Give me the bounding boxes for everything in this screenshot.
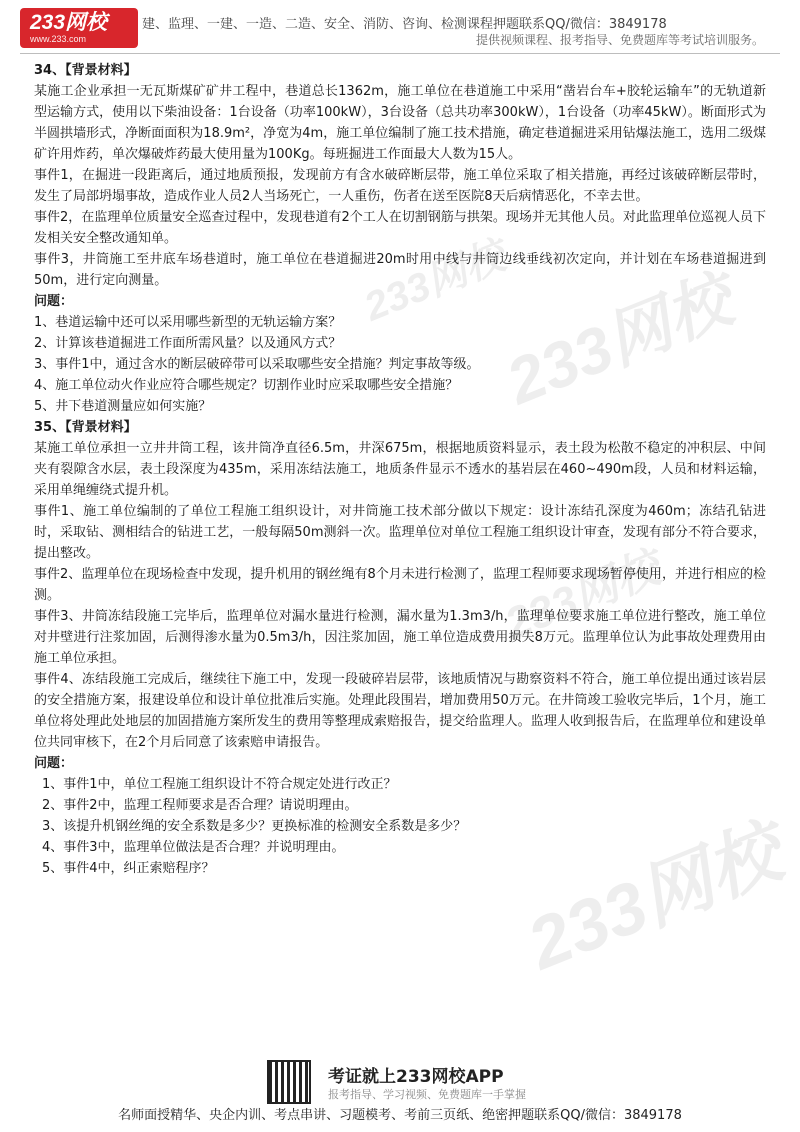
brand-logo-url: www.233.com <box>30 34 87 44</box>
brand-logo-text: 233网校 <box>30 11 108 34</box>
header-divider <box>20 53 780 54</box>
q34-event-3: 事件3，井筒施工至井底车场巷道时，施工单位在巷道掘进20m时用中线与井筒边线垂线初次定向，并计划在车场巷道掘进到50m，进行定向测量。 <box>34 252 766 288</box>
watermark: 233网校 <box>358 233 511 330</box>
footer-contact-line: 名师面授精华、央企内训、考点串讲、习题模考、考前三页纸、绝密押题联系QQ/微信：3849178 <box>118 1108 682 1123</box>
q35-question: 2、事件2中，监理工程师要求是否合理？请说明理由。 <box>42 798 358 813</box>
footer-app-subtitle: 报考指导、学习视频、免费题库一手掌握 <box>328 1088 526 1101</box>
q35-questions-label: 问题： <box>34 756 74 771</box>
qr-code-icon <box>267 1060 311 1104</box>
q34-event-1: 事件1，在掘进一段距离后，通过地质预报，发现前方有含水破碎断层带，施工单位采取了相关措施，再经过该破碎断层带时，发生了局部坍塌事故，造成作业人员2人当场死亡，一人重伤，伤者在送至医院8天后病情恶化，不幸去世。 <box>34 168 766 204</box>
page-header <box>0 0 800 56</box>
q34-questions-label: 问题： <box>34 294 74 309</box>
q34-question: 3、事件1中，通过含水的断层破碎带可以采取哪些安全措施？判定事故等级。 <box>34 357 480 372</box>
q34-question: 4、施工单位动火作业应符合哪些规定？切割作业时应采取哪些安全措施？ <box>34 378 459 393</box>
q34-question: 5、井下巷道测量应如何实施？ <box>34 399 212 414</box>
q35-question: 3、该提升机钢丝绳的安全系数是多少？更换标准的检测安全系数是多少？ <box>42 819 467 834</box>
q34-question: 1、巷道运输中还可以采用哪些新型的无轨运输方案？ <box>34 315 342 330</box>
watermark: 233网校 <box>498 543 667 650</box>
q35-question: 1、事件1中，单位工程施工组织设计不符合规定处进行改正？ <box>42 777 397 792</box>
header-course-info: 建、监理、一建、一造、二造、安全、消防、咨询、检测课程押题联系QQ/微信：3849178 <box>142 17 667 32</box>
document-body <box>34 60 766 879</box>
q35-event-4: 事件4、冻结段施工完成后，继续往下施工中，发现一段破碎岩层带，该地质情况与勘察资料不符合，施工单位提出通过该岩层的安全措施方案，报建设单位和设计单位批准后实施。处理此段围岩，增加费用50万元。在井筒竣工验收完毕后，1个月，施工单位将处理此处地层的加固措施方案所发生的费用等整理成索赔报告，提交给监理人。监理人收到报告后，在监理单位和建设单位共同审核下，在2个月后同意了该索赔申请报告。 <box>34 672 766 750</box>
q35-event-3: 事件3、井筒冻结段施工完毕后，监理单位对漏水量进行检测，漏水量为1.3m3/h，监理单位要求施工单位进行整改，施工单位对井壁进行注浆加固，后测得渗水量为0.5m3/h，因注浆加固，施工单位造成费用损失8万元。监理单位认为此事故处理费用由施工单位承担。 <box>34 609 766 666</box>
footer-app-title: 考证就上233网校APP <box>328 1067 504 1087</box>
q35-question: 5、事件4中，纠正索赔程序？ <box>42 861 215 876</box>
q34-question: 2、计算该巷道掘进工作面所需风量？以及通风方式？ <box>34 336 342 351</box>
watermark: 233网校 <box>496 263 742 418</box>
watermark: 233网校 <box>517 811 793 986</box>
q34-background: 某施工企业承担一无瓦斯煤矿矿井工程中，巷道总长1362m，施工单位在巷道施工中采用“凿岩台车+胶轮运输车”的无轨道新型运输方式，使用以下柴油设备：1台设备（功率100kW），3台设备（总共功率300kW），1台设备（功率45kW）。断面形式为半圆拱墙形式，净断面面积为18.9m²，净宽为4m，施工单位编制了施工技术措施，确定巷道掘进采用钻爆法施工，选用二级煤矿许用炸药，单次爆破炸药最大使用量为100Kg。每班掘进工作面最大人数为15人。 <box>34 84 766 162</box>
q34-event-2: 事件2，在监理单位质量安全巡查过程中，发现巷道有2个工人在切割钢筋与拱架。现场并无其他人员。对此监理单位巡视人员下发相关安全整改通知单。 <box>34 210 766 246</box>
q35-event-2: 事件2、监理单位在现场检查中发现，提升机用的钢丝绳有8个月未进行检测了，监理工程师要求现场暂停使用，并进行相应的检测。 <box>34 567 766 603</box>
q35-event-1: 事件1、施工单位编制的了单位工程施工组织设计，对井筒施工技术部分做以下规定：设计冻结孔深度为460m；冻结孔钻进时，采取钻、测相结合的钻进工艺，一般每隔50m测斜一次。监理单位对单位工程施工组织设计审查，发现有部分不符合要求，提出整改。 <box>34 504 766 561</box>
q34-title: 34、【背景材料】 <box>34 63 137 78</box>
q35-title: 35、【背景材料】 <box>34 420 137 435</box>
brand-logo <box>20 8 138 48</box>
q35-question: 4、事件3中，监理单位做法是否合理？并说明理由。 <box>42 840 345 855</box>
header-service-info: 提供视频课程、报考指导、免费题库等考试培训服务。 <box>476 33 765 47</box>
q35-background: 某施工单位承担一立井井筒工程，该井筒净直径6.5m，井深675m，根据地质资料显示，表土段为松散不稳定的冲积层、中间夹有裂隙含水层，表土段深度为435m，采用冻结法施工，地质条件显示不透水的基岩层在460~490m段，人员和材料运输，采用单绳缠绕式提升机。 <box>34 441 766 498</box>
